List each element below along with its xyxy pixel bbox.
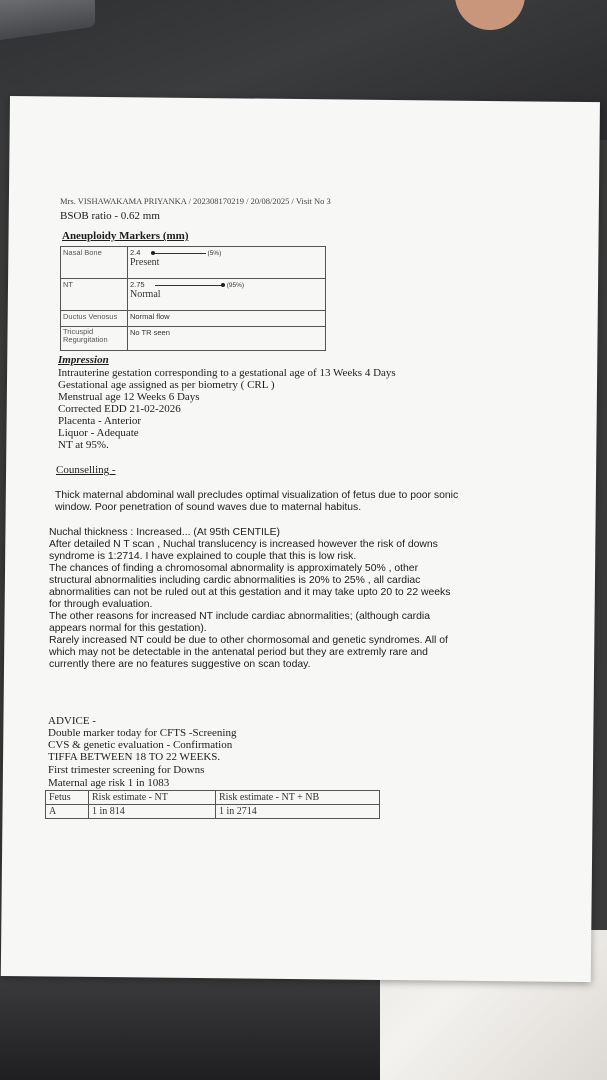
impression-line: Menstrual age 12 Weeks 6 Days xyxy=(58,391,200,403)
table-row xyxy=(61,311,326,327)
aneuploidy-table xyxy=(60,246,326,351)
marker-label: Ductus Venosus xyxy=(61,311,128,327)
table-row xyxy=(61,279,326,311)
bsob-ratio: BSOB ratio - 0.62 mm xyxy=(60,210,160,222)
advice-line: Double marker today for CFTS -Screening xyxy=(48,727,237,739)
counselling-paragraph-1: Thick maternal abdominal wall precludes optimal visualization of fetus due to poor sonic window. Poor penetration of sound waves due to maternal habitus. xyxy=(55,490,459,513)
marker-value: 2.75 (95%) Normal xyxy=(128,279,326,311)
table-cell: 1 in 814 xyxy=(89,805,216,819)
impression-line: NT at 95%. xyxy=(58,439,109,451)
table-row xyxy=(46,805,380,819)
table-cell: 1 in 2714 xyxy=(216,805,380,819)
counselling-paragraph-2: Nuchal thickness : Increased... (At 95th CENTILE) After detailed N T scan , Nuchal translucency is increased however the risk of downs syndrome is 1:2714. I have explained to couple that this is low risk. The chances of finding a chromosomal abnormality is approximately 50% , other structural abnormalities including cardic abnormalities is 20% to 25% , all cardiac abnormalities can not be ruled out at this gestation and it may take upto 20 to 22 weeks for through evaluation. The other reasons for increased NT include cardiac abnormalities; (although cardia appears normal for this gestation). Rarely increased NT could be due to other chormosomal and genetic syndromes. All of which may not be detectable in the antenatal period but they are extremly rare and currently there are no features suggestive on scan today. xyxy=(49,527,451,670)
advice-title: ADVICE - xyxy=(48,715,96,727)
impression-title: Impression xyxy=(58,354,109,366)
table-row xyxy=(61,247,326,279)
advice-line: TIFFA BETWEEN 18 TO 22 WEEKS. xyxy=(48,751,221,763)
aneuploidy-title: Aneuploidy Markers (mm) xyxy=(62,230,189,242)
marker-value: No TR seen xyxy=(128,327,326,351)
marker-label: Tricuspid Regurgitation xyxy=(61,327,128,351)
centile-marker xyxy=(151,251,155,255)
marker-value: Normal flow xyxy=(128,311,326,327)
patient-header: Mrs. VISHAWAKAMA PRIYANKA / 202308170219 / 20/08/2025 / Visit No 3 xyxy=(60,196,331,206)
marker-label: NT xyxy=(61,279,128,311)
table-header: Fetus xyxy=(46,791,89,805)
table-cell: A xyxy=(46,805,89,819)
table-row xyxy=(61,327,326,351)
advice-line: CVS & genetic evaluation - Confirmation xyxy=(48,739,233,751)
advice-line: Maternal age risk 1 in 1083 xyxy=(48,777,170,789)
impression-line: Liquor - Adequate xyxy=(58,427,139,439)
impression-line: Placenta - Anterior xyxy=(58,415,142,427)
table-header: Risk estimate - NT + NB xyxy=(216,791,380,805)
impression-line: Corrected EDD 21-02-2026 xyxy=(58,403,181,415)
marker-label: Nasal Bone xyxy=(61,247,128,279)
advice-line: First trimester screening for Downs xyxy=(48,764,205,776)
risk-table xyxy=(45,790,380,819)
centile-line xyxy=(151,253,206,254)
centile-marker xyxy=(221,283,225,287)
table-header-row xyxy=(46,791,380,805)
table-header: Risk estimate - NT xyxy=(89,791,216,805)
impression-line: Gestational age assigned as per biometry ( CRL ) xyxy=(58,379,275,391)
counselling-title: Counselling - xyxy=(56,464,116,476)
marker-value: 2.4 (5%) Present xyxy=(128,247,326,279)
impression-line: Intrauterine gestation corresponding to a gestational age of 13 Weeks 4 Days xyxy=(58,367,396,379)
centile-line xyxy=(155,285,225,286)
